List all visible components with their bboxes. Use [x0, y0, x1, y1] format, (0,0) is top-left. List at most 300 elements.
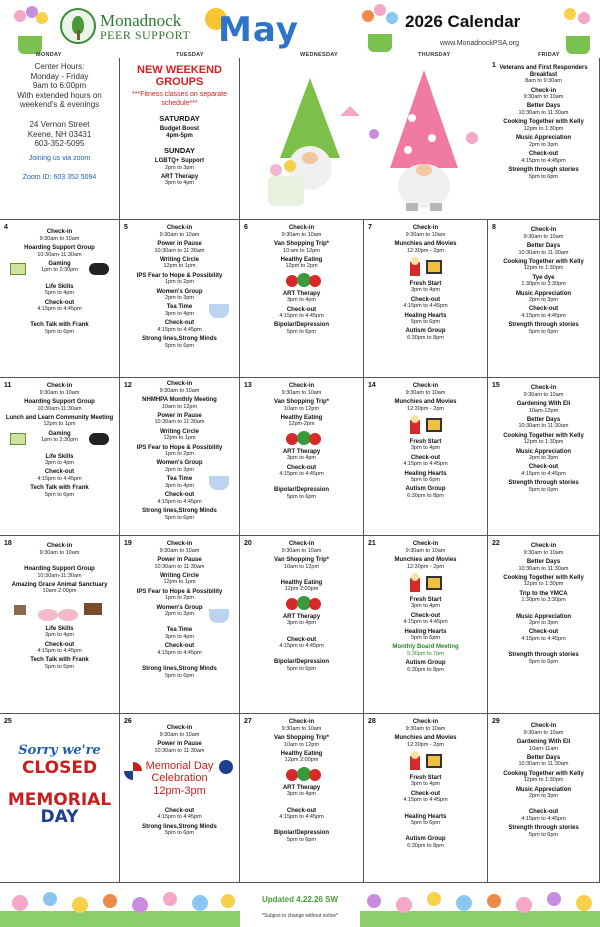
info-line: With extended hours on — [17, 90, 102, 100]
event-time: 4:15pm to 4:45pm — [403, 303, 448, 310]
event-time: 4:15pm to 4:45pm — [157, 814, 202, 821]
event-title: Autism Group — [405, 328, 446, 335]
event-time: 10:30am to 11:30am — [518, 423, 569, 430]
logo — [60, 8, 190, 44]
day-cell-21 — [364, 536, 488, 714]
sunday-label: SUNDAY — [164, 145, 195, 155]
event-title: Strength through stories — [508, 322, 579, 329]
event-title: Check-in — [530, 385, 557, 391]
event-title: ART Therapy — [282, 290, 321, 297]
event-time: 4:15pm to 4:45pm — [279, 643, 324, 650]
event-title: Strength through stories — [508, 166, 579, 173]
event-title: Gaming — [48, 430, 71, 437]
event-time: 9:30am to 10am — [405, 725, 446, 732]
day-number: 7 — [368, 224, 372, 231]
event-title: Tea Time — [166, 627, 193, 634]
sorry-text: Sorry we're — [18, 743, 101, 758]
event-title: Strength through stories — [508, 652, 579, 659]
day-cell-11 — [0, 378, 120, 536]
event-title: Tech Talk with Frank — [30, 322, 89, 329]
event-time: 10:30am to 11:30am — [154, 563, 205, 570]
event-time: 3pm to 4pm — [410, 603, 441, 610]
event-time: 5pm to 6pm — [164, 514, 195, 521]
vegetables-icon — [282, 430, 322, 446]
event-time: 12:30pm - 2pm — [407, 563, 444, 570]
event-title: Check-out — [44, 299, 75, 306]
event-time: 3pm to 4pm — [410, 287, 441, 294]
event-time: 5pm to 6pm — [410, 477, 441, 484]
event-title: Cooking Together with Kelly — [503, 432, 584, 439]
logo-line1: Monadnock — [100, 10, 182, 30]
event-time: 1pm to 2:30pm — [41, 437, 78, 444]
event-time: 5pm to 6pm — [164, 342, 195, 349]
event-time: 5pm to 6pm — [286, 494, 317, 501]
calendar-grid — [0, 58, 600, 883]
event-title: Fresh Start — [409, 438, 442, 445]
event-title: Life Skills — [45, 453, 74, 460]
day-number: 5 — [124, 224, 128, 231]
event-title: Check-out — [410, 790, 441, 797]
weekend-groups — [120, 58, 240, 220]
weekend-title: NEW WEEKEND — [137, 64, 222, 76]
event-time: 9:30am to 10am — [281, 389, 322, 396]
event-title: Healing Hearts — [404, 470, 447, 477]
flower-border-icon — [0, 883, 240, 927]
event-title: Fresh Start — [409, 774, 442, 781]
closed-text: CLOSED — [21, 758, 98, 778]
event-time: 4:15pm to 4:45pm — [157, 326, 202, 333]
event-title: Check-in — [530, 87, 557, 94]
event-time: 5pm to 4pm — [44, 290, 75, 297]
event-time: 9:30am to 10am — [523, 549, 564, 556]
event-time: 1pm to 2:30pm — [41, 267, 78, 274]
event-time: 4:15pm to 4:45pm — [521, 157, 566, 164]
event-title: Check-out — [286, 306, 317, 313]
event-title: Check-in — [530, 543, 557, 549]
event-title: Tea Time — [166, 304, 193, 311]
event-title: Check-out — [528, 464, 559, 471]
event-title: Check-out — [410, 296, 441, 303]
calendar-title: 2026 Calendar — [405, 12, 521, 31]
event-title: Music Appreciation — [515, 448, 572, 455]
event-title: Bipolar/Depression — [273, 322, 329, 329]
day-cell-25 — [0, 714, 120, 883]
event-time: 9:30am to 10am — [405, 389, 446, 396]
event-title: Check-in — [166, 381, 193, 387]
event-title: Gardening With Eli — [516, 400, 571, 407]
event-time: 5pm to 6pm — [528, 831, 559, 838]
event-title: Check-out — [528, 629, 559, 636]
event-time: 5pm to 6pm — [164, 672, 195, 679]
day-cell-13 — [240, 378, 364, 536]
day-cell-22 — [488, 536, 600, 714]
event-time: 10:30am to 11:30am — [154, 419, 205, 426]
day-number: 6 — [244, 224, 248, 231]
celebration-line: Celebration — [151, 772, 208, 785]
event-title: Healthy Eating — [280, 414, 323, 421]
event-title: Check-in — [46, 229, 73, 235]
event-time: 10:30am to 11:30am — [518, 761, 569, 768]
event-time: 1:30pm to 3:30pm — [521, 597, 566, 604]
event-time: 5pm to 6pm — [410, 319, 441, 326]
event-time: 2pm to 3pm — [528, 297, 559, 304]
event-title: Healing Hearts — [404, 628, 447, 635]
event-time: 10am-12pm — [528, 407, 559, 414]
event-time: 4:15pm to 4:45pm — [279, 313, 324, 320]
event-time: 9:30am to 10am — [159, 547, 200, 554]
event-title: Music Appreciation — [515, 290, 572, 297]
event-time: 4:15pm to 4:45pm — [403, 619, 448, 626]
vegetables-icon — [282, 595, 322, 611]
event-title: Check-out — [44, 469, 75, 476]
event-time: 9:30am to 10am — [281, 231, 322, 238]
day-monday: MONDAY — [36, 52, 62, 58]
event-time: 10am-2:00pm — [42, 588, 77, 595]
event-title: Writing Circle — [160, 256, 199, 263]
day-number: 29 — [492, 718, 500, 725]
event-time: 2pm to 3pm — [164, 164, 195, 171]
event-time: 12pm-2pm — [288, 421, 315, 428]
day-number: 19 — [124, 540, 132, 547]
event-time: 4:15pm to 4:45pm — [521, 636, 566, 643]
memorial-text: MEMORIAL — [7, 790, 112, 810]
event-title: Bipolar/Depression — [273, 487, 329, 494]
saturday-label: SATURDAY — [159, 114, 200, 124]
day-cell-15 — [488, 378, 600, 536]
day-number: 13 — [244, 382, 252, 389]
day-cell-20 — [240, 536, 364, 714]
event-time: 9:30am to 10am — [523, 729, 564, 736]
event-time: 3pm to 4pm — [44, 632, 75, 639]
updated-note: Updated 4.22.26 SW — [261, 895, 339, 904]
event-title: Check-out — [164, 643, 195, 650]
event-title: Check-out — [164, 320, 195, 327]
event-title: Check-out — [286, 807, 317, 814]
event-title: Healing Hearts — [404, 312, 447, 319]
event-time: 5pm to 6pm — [286, 837, 317, 844]
event-time: 3pm to 4pm — [410, 445, 441, 452]
event-time: 9:30am to 10am — [281, 547, 322, 554]
event-time: 3pm to 4pm — [286, 297, 317, 304]
event-time: 4:15pm to 4:45pm — [521, 313, 566, 320]
event-time: 3pm to 4pm — [164, 482, 195, 489]
event-title: Check-out — [164, 807, 195, 814]
event-title: Check-in — [412, 541, 439, 547]
event-time: 12:30pm - 2pm — [407, 741, 444, 748]
event-time: 4:15pm to 4:45pm — [37, 476, 82, 483]
event-title: Women's Group — [156, 288, 203, 295]
event-title: Music Appreciation — [515, 786, 572, 793]
event-time: 5pm to 6pm — [528, 328, 559, 335]
event-title: Writing Circle — [160, 428, 199, 435]
event-title: Life Skills — [45, 283, 74, 290]
event-title: Veterans and First Responders Breakfast — [499, 65, 588, 78]
day-number: 22 — [492, 540, 500, 547]
day-cell-18 — [0, 536, 120, 714]
event-title: Autism Group — [405, 486, 446, 493]
event-time: 2pm to 3pm — [528, 455, 559, 462]
event-title: Check-out — [44, 641, 75, 648]
event-time: 5pm to 6pm — [528, 658, 559, 665]
event-title: Strong lines,Strong Minds — [142, 823, 217, 830]
vegetables-icon — [282, 766, 322, 782]
event-time: 5pm to 6pm — [528, 486, 559, 493]
day-number: 27 — [244, 718, 252, 725]
event-title: Check-in — [412, 719, 439, 725]
event-time: 5pm to 6pm — [164, 830, 195, 837]
event-time: 8am to 9:30am — [525, 78, 562, 85]
event-title: Power in Pause — [157, 740, 202, 747]
event-title: Check-out — [528, 809, 559, 816]
day-cell-26 — [120, 714, 240, 883]
event-title: Check-in — [166, 725, 193, 731]
event-time: 3pm to 4pm — [410, 781, 441, 788]
event-time: 10:30am-11:30am — [37, 251, 82, 258]
center-info — [0, 58, 120, 220]
controller-icon — [89, 433, 109, 445]
event-title: Bipolar/Depression — [273, 659, 329, 666]
flower-pot-icon — [362, 4, 398, 52]
day-cell-5 — [120, 220, 240, 378]
day-cell-1 — [488, 58, 600, 220]
event-title: Check-in — [530, 723, 557, 729]
event-time: 12:30pm - 2pm — [407, 405, 444, 412]
popcorn-icon — [406, 414, 446, 436]
info-line: 9am to 6:00pm — [32, 81, 87, 91]
event-title: Check-in — [412, 225, 439, 231]
event-title: Gaming — [48, 260, 71, 267]
teacup-icon — [209, 609, 229, 623]
event-title: Strength through stories — [508, 825, 579, 832]
event-time: 12pm to 1pm — [163, 579, 196, 586]
event-time: 4pm-5pm — [166, 133, 193, 140]
day-cell-4 — [0, 220, 120, 378]
game-board-icon — [10, 433, 26, 445]
game-board-icon — [10, 263, 26, 275]
event-time: 2pm to 3pm — [528, 620, 559, 627]
event-time: 3pm to 4pm — [164, 180, 195, 187]
event-title: Cooking Together with Kelly — [503, 574, 584, 581]
event-title: Music Appreciation — [515, 135, 572, 142]
day-number: 28 — [368, 718, 376, 725]
day-number: 11 — [4, 382, 12, 389]
event-time: 10:30am to 11:30am — [518, 249, 569, 256]
event-time: 4:15pm to 4:45pm — [37, 306, 82, 313]
event-time: 2pm to 3pm — [528, 793, 559, 800]
event-title: LGBTQ+ Support — [154, 157, 205, 164]
event-time: 10:30am-11:30am — [37, 572, 82, 579]
event-time: 10:30am-11:30am — [37, 405, 82, 412]
website[interactable]: www.MonadnockPSA.org — [440, 40, 519, 47]
event-title: Munchies and Movies — [394, 556, 457, 563]
day-cell-28 — [364, 714, 488, 883]
event-time: 6:30pm to 8pm — [407, 843, 444, 850]
event-title: Check-out — [164, 492, 195, 499]
day-cell-29 — [488, 714, 600, 883]
header — [0, 0, 600, 60]
event-title: Bipolar/Depression — [273, 830, 329, 837]
event-time: 5:30pm to 7pm — [407, 651, 444, 658]
zoom-note: Joining us via zoom — [28, 154, 91, 162]
event-title: Hoarding Support Group — [24, 398, 95, 405]
day-cell-7 — [364, 220, 488, 378]
event-title: Hoarding Support Group — [24, 244, 95, 251]
event-time: 4:15pm to 4:45pm — [521, 816, 566, 823]
flower-border-icon — [360, 883, 600, 927]
event-title: Munchies and Movies — [394, 398, 457, 405]
event-title: Van Shopping Trip* — [273, 556, 329, 563]
weekend-title: GROUPS — [155, 76, 204, 89]
subject-note: *Subject to change without notice* — [262, 913, 338, 919]
event-time: 9:30am to 10am — [523, 391, 564, 398]
event-title: Writing Circle — [160, 572, 199, 579]
info-line: Monday - Friday — [30, 71, 89, 81]
event-title: Hoarding Support Group — [24, 565, 95, 572]
event-title: Check-in — [166, 541, 193, 547]
event-title: NHMHPA Monthly Meeting — [142, 396, 217, 403]
event-title: Check-in — [288, 383, 315, 389]
event-title: Check-out — [528, 306, 559, 313]
event-time: 9:30am to 10am — [523, 94, 564, 101]
event-time: 4:15pm to 4:45pm — [157, 498, 202, 505]
event-title: ART Therapy — [282, 784, 321, 791]
event-time: 2pm to 3pm — [164, 611, 195, 618]
day-cell-14 — [364, 378, 488, 536]
event-title: Check-in — [46, 383, 73, 389]
event-time: 10:30am to 11:30am — [154, 247, 205, 254]
event-title: IPS Fear to Hope & Possibility — [136, 588, 223, 595]
event-title: Lunch and Learn Community Meeting — [5, 414, 114, 421]
event-time: 1pm to 2pm — [164, 451, 195, 458]
flag-icon — [219, 760, 233, 774]
event-time: 5pm to 6pm — [44, 491, 75, 498]
event-time: 4:15pm to 4:45pm — [279, 814, 324, 821]
event-title: Check-in — [288, 225, 315, 231]
event-time: 12pm to 2pm — [285, 263, 318, 270]
event-title: Power in Pause — [157, 412, 202, 419]
event-title: Strength through stories — [508, 480, 579, 487]
event-title: Strong lines,Strong Minds — [142, 336, 217, 343]
event-time: 4:15pm to 4:45pm — [403, 797, 448, 804]
event-time: 4:15pm to 4:45pm — [521, 471, 566, 478]
event-time: 12pm to 1:30pm — [523, 777, 564, 784]
event-title: Check-in — [288, 541, 315, 547]
event-title: Better Days — [526, 416, 561, 423]
event-time: 10am to 12pm — [283, 405, 320, 412]
event-time: 4:15pm to 4:45pm — [403, 461, 448, 468]
event-time: 9:30am to 10am — [39, 235, 80, 242]
event-title: Tech Talk with Frank — [30, 485, 89, 492]
event-title: ART Therapy — [282, 448, 321, 455]
event-title: Van Shopping Trip* — [273, 398, 329, 405]
event-time: 1pm to 2pm — [164, 595, 195, 602]
event-title: Life Skills — [45, 625, 74, 632]
event-title: Fresh Start — [409, 596, 442, 603]
day-number: 14 — [368, 382, 376, 389]
event-title: Healthy Eating — [280, 256, 323, 263]
event-time: 3pm to 4pm — [286, 455, 317, 462]
event-title: Check-in — [46, 543, 73, 549]
event-time: 2pm to 3pm — [164, 295, 195, 302]
event-time: 9:30am to 10am — [405, 547, 446, 554]
event-time: 3pm to 4pm — [164, 311, 195, 318]
celebration-time: 12pm-3pm — [153, 785, 206, 798]
teacup-icon — [209, 476, 229, 490]
event-title: ART Therapy — [282, 613, 321, 620]
day-number: 12 — [124, 382, 132, 389]
event-time: 12pm 2:00pm — [284, 586, 319, 593]
day-cell-27 — [240, 714, 364, 883]
event-title: Check-out — [286, 636, 317, 643]
event-time: 10:30am to 11:30am — [154, 747, 205, 754]
phone: 603-352-5095 — [34, 139, 85, 149]
day-cell-12 — [120, 378, 240, 536]
celebration-line: Memorial Day — [145, 759, 214, 772]
event-title: Women's Group — [156, 604, 203, 611]
event-time: 12pm to 1pm — [163, 263, 196, 270]
event-title: Munchies and Movies — [394, 240, 457, 247]
event-time: 12:30pm - 2pm — [407, 247, 444, 254]
event-title: Fresh Start — [409, 280, 442, 287]
address-line: 24 Vernon Street — [29, 119, 90, 129]
event-time: 12pm to 1:30pm — [523, 265, 564, 272]
event-time: 12pm to 1:30pm — [523, 439, 564, 446]
event-title: Check-out — [410, 612, 441, 619]
event-time: 1:30pm to 3:30pm — [521, 281, 566, 288]
event-title: Check-in — [412, 383, 439, 389]
event-title: IPS Fear to Hope & Possibility — [136, 444, 223, 451]
event-time: 12pm to 1pm — [163, 435, 196, 442]
gnome-illustration — [240, 58, 488, 220]
event-time: 5pm to 6pm — [528, 173, 559, 180]
event-time: 12pm to 1pm — [43, 421, 76, 428]
event-time: 2pm to 3pm — [528, 141, 559, 148]
day-number: 8 — [492, 224, 496, 231]
event-time: 4:15pm to 4:45pm — [157, 649, 202, 656]
event-title: Van Shopping Trip* — [273, 240, 329, 247]
info-line: Center Hours: — [34, 62, 85, 71]
event-time: 2pm to 3pm — [164, 467, 195, 474]
month-title: May — [218, 10, 299, 50]
logo-line2: PEER SUPPORT — [100, 27, 191, 42]
event-title: Better Days — [526, 558, 561, 565]
event-time: 9:30am to 10am — [405, 231, 446, 238]
event-title: Cooking Together with Kelly — [503, 119, 584, 126]
event-title: Check-out — [528, 151, 559, 158]
popcorn-icon — [406, 572, 446, 594]
event-time: 9:30am to 10am — [39, 389, 80, 396]
popcorn-icon — [406, 750, 446, 772]
event-time: 9:30am to 10am — [159, 387, 200, 394]
event-title: Women's Group — [156, 460, 203, 467]
event-time: 10am-11am — [529, 745, 558, 752]
event-time: 5pm to 6pm — [410, 820, 441, 827]
event-time: 10:30am to 11:30am — [518, 565, 569, 572]
address-line: Keene, NH 03431 — [27, 129, 92, 139]
event-title: Trip to the YMCA — [519, 590, 568, 597]
event-title: Autism Group — [405, 836, 446, 843]
day-cell-19 — [120, 536, 240, 714]
event-title: Cooking Together with Kelly — [503, 770, 584, 777]
event-title: Better Days — [526, 754, 561, 761]
event-time: 4:15pm to 4:45pm — [279, 471, 324, 478]
event-title: Tye dye — [532, 274, 555, 281]
event-time: 9:30am to 10am — [159, 731, 200, 738]
event-title: Budget Boost — [159, 126, 200, 133]
day-number: 20 — [244, 540, 252, 547]
event-time: 1pm to 2pm — [164, 279, 195, 286]
event-time: 6:30pm to 8pm — [407, 493, 444, 500]
